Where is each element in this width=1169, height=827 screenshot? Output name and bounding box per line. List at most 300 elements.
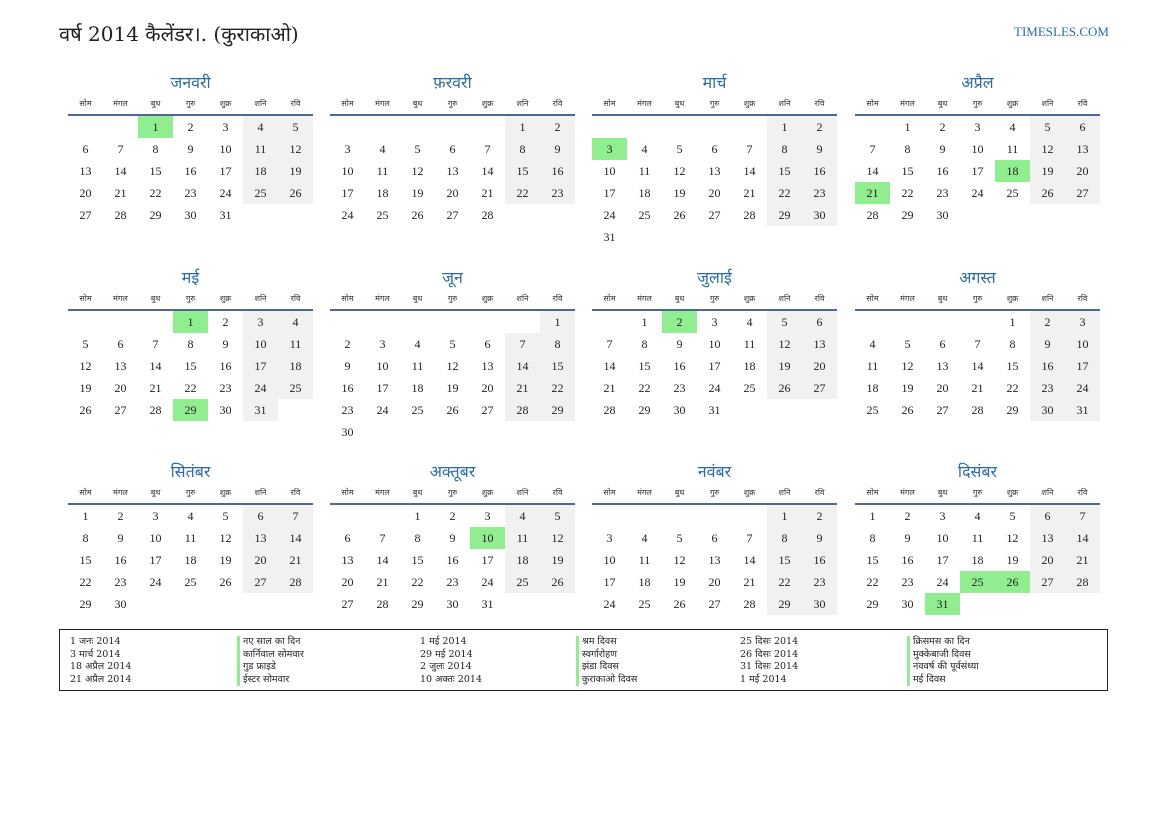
day-cell: 21 (376, 575, 389, 589)
day-cell: 29 (638, 403, 651, 417)
day-cell: 16 (114, 553, 127, 567)
empty-cell (435, 311, 470, 333)
day-cell: 11 (411, 359, 424, 373)
day-cell: 20 (936, 381, 949, 395)
day-cell: 7 (152, 337, 159, 351)
week-row (592, 333, 837, 355)
holiday-date: 1 मई 2014 (420, 636, 467, 647)
empty-cell (627, 505, 662, 527)
week-row (68, 527, 313, 549)
day-cell: 8 (904, 142, 911, 156)
day-cell: 21 (971, 381, 984, 395)
weekday-label: शुक्र (219, 294, 232, 303)
weekday-label: शनि (1041, 488, 1054, 497)
day-cell: 25 (960, 571, 995, 593)
holiday-date: 29 मई 2014 (420, 648, 473, 660)
weekday-label: मंगल (900, 294, 915, 303)
day-cell: 4 (641, 531, 648, 545)
day-cell: 20 (1065, 160, 1100, 182)
month-calendar (855, 461, 1100, 615)
day-cell: 10 (1065, 333, 1100, 355)
day-cell: 4 (414, 337, 421, 351)
day-cell: 23 (1030, 377, 1065, 399)
week-row (330, 527, 575, 549)
week-row (592, 377, 837, 399)
month-calendar (330, 267, 575, 443)
day-cell: 16 (802, 549, 837, 571)
day-cell: 18 (184, 553, 197, 567)
day-cell: 27 (1030, 571, 1065, 593)
day-cell: 5 (414, 142, 421, 156)
week-row (592, 311, 837, 333)
day-cell: 18 (278, 355, 313, 377)
weekday-label: मंगल (637, 294, 652, 303)
weekday-label: मंगल (900, 488, 915, 497)
empty-cell (138, 593, 173, 615)
day-cell: 18 (995, 160, 1030, 182)
month-calendar (68, 72, 313, 226)
weekday-label: शनि (516, 488, 529, 497)
holiday-name: कुराकाओ दिवस (576, 674, 637, 687)
day-cell: 2 (1030, 311, 1065, 333)
empty-cell (470, 311, 505, 333)
week-row (330, 333, 575, 355)
day-cell: 28 (1065, 571, 1100, 593)
empty-cell (960, 311, 995, 333)
day-cell: 5 (278, 116, 313, 138)
day-cell: 15 (866, 553, 879, 567)
empty-cell (732, 116, 767, 138)
day-cell: 27 (341, 597, 354, 611)
weekday-label: शुक्र (1006, 488, 1019, 497)
day-cell: 26 (1030, 182, 1065, 204)
weekday-label: गुरु (709, 488, 720, 497)
day-cell: 2 (449, 509, 456, 523)
day-cell: 3 (1065, 311, 1100, 333)
empty-cell (697, 505, 732, 527)
month-name: जून (442, 268, 463, 287)
week-row (855, 204, 1100, 226)
weekday-header (592, 289, 837, 311)
day-cell: 8 (414, 531, 421, 545)
day-cell: 13 (1030, 527, 1065, 549)
day-cell: 8 (187, 337, 194, 351)
day-cell: 14 (1065, 527, 1100, 549)
day-cell: 25 (278, 377, 313, 399)
week-row (592, 593, 837, 615)
weekday-label: रवि (290, 488, 301, 497)
week-row (68, 571, 313, 593)
day-cell: 6 (344, 531, 351, 545)
legend-dates (740, 636, 798, 686)
empty-cell (400, 421, 435, 443)
weekday-label: शनि (516, 99, 529, 108)
month-calendar (855, 267, 1100, 421)
day-cell: 1 (173, 311, 208, 333)
week-row (855, 527, 1100, 549)
holiday-date: 31 दिसः 2014 (740, 661, 799, 672)
day-cell: 6 (484, 337, 491, 351)
day-cell: 17 (481, 553, 494, 567)
month-name: दिसंबर (957, 462, 998, 481)
day-cell: 28 (505, 399, 540, 421)
weekday-label: शुक्र (743, 488, 756, 497)
day-cell: 27 (114, 403, 127, 417)
weekday-label: बुध (150, 488, 161, 497)
day-cell: 12 (446, 359, 459, 373)
day-cell: 6 (449, 142, 456, 156)
day-cell: 1 (414, 509, 421, 523)
day-cell: 9 (344, 359, 351, 373)
empty-cell (960, 593, 995, 615)
day-cell: 25 (638, 208, 651, 222)
day-cell: 25 (1006, 186, 1019, 200)
weekday-label: बुध (674, 99, 685, 108)
day-cell: 19 (79, 381, 92, 395)
day-cell: 9 (904, 531, 911, 545)
day-cell: 8 (82, 531, 89, 545)
day-cell: 2 (117, 509, 124, 523)
day-cell: 25 (638, 597, 651, 611)
day-cell: 26 (411, 208, 424, 222)
day-cell: 21 (603, 381, 616, 395)
day-cell: 28 (114, 208, 127, 222)
day-cell: 30 (802, 593, 837, 615)
day-cell: 5 (1009, 509, 1016, 523)
week-row (68, 138, 313, 160)
week-row (330, 399, 575, 421)
weekday-label: गुरु (972, 488, 983, 497)
holiday-name: नए साल का दिन (237, 636, 304, 649)
week-row (68, 355, 313, 377)
weekday-label: रवि (290, 99, 301, 108)
day-cell: 18 (971, 553, 984, 567)
week-row (855, 333, 1100, 355)
day-cell: 21 (743, 186, 756, 200)
week-row (855, 182, 1100, 204)
weekday-label: मंगल (637, 488, 652, 497)
empty-cell (470, 116, 505, 138)
day-cell: 31 (925, 593, 960, 615)
day-cell: 2 (344, 337, 351, 351)
day-cell: 17 (708, 359, 721, 373)
weekday-label: गुरु (447, 294, 458, 303)
holiday-name: ईस्टर सोमवार (237, 674, 304, 687)
empty-cell (278, 204, 313, 226)
day-cell: 9 (1030, 333, 1065, 355)
day-cell: 30 (901, 597, 914, 611)
empty-cell (103, 311, 138, 333)
month-name: अक्तूबर (429, 462, 476, 481)
day-cell: 11 (638, 164, 651, 178)
weekday-label: सोम (341, 488, 354, 497)
weekday-label: मंगल (637, 99, 652, 108)
day-cell: 24 (481, 575, 494, 589)
day-cell: 29 (411, 597, 424, 611)
day-cell: 13 (708, 553, 721, 567)
day-cell: 12 (673, 553, 686, 567)
day-cell: 7 (746, 531, 753, 545)
day-cell: 17 (971, 164, 984, 178)
day-cell: 27 (936, 403, 949, 417)
weekday-label: सोम (603, 99, 616, 108)
day-cell: 6 (1065, 116, 1100, 138)
day-cell: 9 (540, 138, 575, 160)
day-cell: 8 (641, 337, 648, 351)
empty-cell (365, 311, 400, 333)
day-cell: 25 (411, 403, 424, 417)
day-cell: 10 (603, 164, 616, 178)
day-cell: 13 (708, 164, 721, 178)
weekday-label: सोम (866, 488, 879, 497)
day-cell: 3 (939, 509, 946, 523)
day-cell: 19 (1006, 553, 1019, 567)
day-cell: 24 (341, 208, 354, 222)
weekday-label: रवि (814, 488, 825, 497)
day-cell: 5 (1030, 116, 1065, 138)
day-cell: 1 (505, 116, 540, 138)
day-cell: 16 (540, 160, 575, 182)
week-row (592, 116, 837, 138)
day-cell: 16 (1030, 355, 1065, 377)
month-calendar (68, 461, 313, 615)
empty-cell (732, 505, 767, 527)
day-cell: 13 (1065, 138, 1100, 160)
weekday-label: शनि (778, 488, 791, 497)
day-cell: 10 (149, 531, 162, 545)
day-cell: 28 (278, 571, 313, 593)
day-cell: 29 (1006, 403, 1019, 417)
day-cell: 5 (222, 509, 229, 523)
day-cell: 18 (411, 381, 424, 395)
week-row (330, 204, 575, 226)
day-cell: 30 (114, 597, 127, 611)
month-name: मई (181, 268, 200, 287)
day-cell: 20 (114, 381, 127, 395)
weekday-header (68, 289, 313, 311)
weekday-header (68, 483, 313, 505)
weekday-label: शुक्र (219, 488, 232, 497)
day-cell: 15 (149, 164, 162, 178)
day-cell: 23 (673, 381, 686, 395)
day-cell: 2 (904, 509, 911, 523)
holiday-name: गुड फ्राइडे (237, 661, 304, 674)
day-cell: 19 (446, 381, 459, 395)
day-cell: 23 (936, 186, 949, 200)
day-cell: 17 (149, 553, 162, 567)
site-link[interactable]: TIMESLES.COM (1014, 24, 1109, 39)
weekday-label: सोम (79, 99, 92, 108)
day-cell: 20 (802, 355, 837, 377)
day-cell: 10 (603, 553, 616, 567)
day-cell: 23 (341, 403, 354, 417)
empty-cell (1030, 204, 1065, 226)
day-cell: 31 (243, 399, 278, 421)
day-cell: 10 (936, 531, 949, 545)
day-cell: 5 (540, 505, 575, 527)
day-cell: 9 (939, 142, 946, 156)
weekday-label: मंगल (113, 488, 128, 497)
empty-cell (732, 226, 767, 248)
day-cell: 20 (1030, 549, 1065, 571)
week-row (68, 505, 313, 527)
week-row (68, 160, 313, 182)
day-cell: 7 (379, 531, 386, 545)
week-row (68, 116, 313, 138)
empty-cell (802, 399, 837, 421)
empty-cell (400, 311, 435, 333)
week-row (592, 138, 837, 160)
day-cell: 4 (187, 509, 194, 523)
empty-cell (767, 399, 802, 421)
weekday-header (592, 94, 837, 116)
day-cell: 7 (606, 337, 613, 351)
day-cell: 6 (711, 531, 718, 545)
day-cell: 27 (708, 208, 721, 222)
day-cell: 7 (484, 142, 491, 156)
day-cell: 7 (974, 337, 981, 351)
holiday-name: मई दिवस (907, 674, 979, 687)
weekday-label: गुरु (185, 99, 196, 108)
weekday-label: शनि (1041, 294, 1054, 303)
day-cell: 19 (767, 355, 802, 377)
day-cell: 10 (219, 142, 232, 156)
weekday-label: रवि (552, 294, 563, 303)
day-cell: 2 (187, 120, 194, 134)
day-cell: 24 (603, 208, 616, 222)
day-cell: 8 (152, 142, 159, 156)
day-cell: 19 (411, 186, 424, 200)
day-cell: 14 (971, 359, 984, 373)
day-cell: 24 (376, 403, 389, 417)
empty-cell (855, 116, 890, 138)
legend-dates (70, 636, 131, 686)
day-cell: 18 (866, 381, 879, 395)
day-cell: 30 (1030, 399, 1065, 421)
day-cell: 10 (971, 142, 984, 156)
empty-cell (400, 116, 435, 138)
empty-cell (627, 116, 662, 138)
weekday-label: सोम (341, 294, 354, 303)
weekday-label: बुध (937, 99, 948, 108)
day-cell: 21 (481, 186, 494, 200)
day-cell: 17 (243, 355, 278, 377)
day-cell: 3 (606, 531, 613, 545)
day-cell: 14 (149, 359, 162, 373)
holiday-date: 3 मार्च 2014 (70, 648, 121, 660)
day-cell: 18 (638, 575, 651, 589)
weekday-label: सोम (603, 294, 616, 303)
day-cell: 3 (711, 315, 718, 329)
day-cell: 6 (1030, 505, 1065, 527)
day-cell: 6 (243, 505, 278, 527)
holiday-name: श्रम दिवस (576, 636, 637, 649)
day-cell: 30 (219, 403, 232, 417)
day-cell: 31 (219, 208, 232, 222)
day-cell: 18 (743, 359, 756, 373)
day-cell: 4 (379, 142, 386, 156)
day-cell: 27 (481, 403, 494, 417)
day-cell: 24 (708, 381, 721, 395)
weekday-label: गुरु (709, 294, 720, 303)
day-cell: 22 (767, 571, 802, 593)
day-cell: 8 (869, 531, 876, 545)
day-cell: 3 (974, 120, 981, 134)
day-cell: 31 (1065, 399, 1100, 421)
month-calendar (330, 72, 575, 226)
day-cell: 17 (219, 164, 232, 178)
day-cell: 1 (869, 509, 876, 523)
day-cell: 12 (1006, 531, 1019, 545)
day-cell: 20 (243, 549, 278, 571)
day-cell: 30 (936, 208, 949, 222)
day-cell: 17 (936, 553, 949, 567)
day-cell: 3 (379, 337, 386, 351)
day-cell: 29 (79, 597, 92, 611)
day-cell: 9 (449, 531, 456, 545)
day-cell: 23 (184, 186, 197, 200)
day-cell: 27 (79, 208, 92, 222)
day-cell: 4 (869, 337, 876, 351)
empty-cell (697, 226, 732, 248)
empty-cell (995, 593, 1030, 615)
day-cell: 24 (149, 575, 162, 589)
day-cell: 1 (540, 311, 575, 333)
day-cell: 15 (767, 549, 802, 571)
week-row (330, 138, 575, 160)
week-row (855, 593, 1100, 615)
day-cell: 28 (743, 597, 756, 611)
weekday-label: शुक्र (1006, 99, 1019, 108)
day-cell: 22 (767, 182, 802, 204)
day-cell: 15 (540, 355, 575, 377)
day-cell: 5 (676, 531, 683, 545)
day-cell: 6 (711, 142, 718, 156)
week-row (592, 571, 837, 593)
week-row (68, 377, 313, 399)
empty-cell (278, 593, 313, 615)
month-name: सितंबर (170, 462, 211, 481)
day-cell: 8 (767, 138, 802, 160)
weekday-label: शनि (516, 294, 529, 303)
empty-cell (505, 204, 540, 226)
day-cell: 29 (767, 204, 802, 226)
holiday-date: 1 मई 2014 (740, 673, 787, 685)
day-cell: 29 (866, 597, 879, 611)
day-cell: 10 (243, 333, 278, 355)
day-cell: 14 (743, 553, 756, 567)
day-cell: 5 (676, 142, 683, 156)
day-cell: 2 (662, 311, 697, 333)
weekday-label: शनि (1041, 99, 1054, 108)
weekday-label: शनि (778, 99, 791, 108)
weekday-header (855, 483, 1100, 505)
week-row (68, 549, 313, 571)
day-cell: 1 (138, 116, 173, 138)
day-cell: 15 (184, 359, 197, 373)
day-cell: 23 (802, 182, 837, 204)
empty-cell (365, 116, 400, 138)
day-cell: 14 (603, 359, 616, 373)
holiday-name: झंडा दिवस (576, 661, 637, 674)
day-cell: 11 (376, 164, 389, 178)
weekday-label: मंगल (113, 294, 128, 303)
day-cell: 16 (673, 359, 686, 373)
day-cell: 6 (802, 311, 837, 333)
weekday-label: बुध (937, 294, 948, 303)
day-cell: 21 (505, 377, 540, 399)
weekday-label: गुरु (185, 294, 196, 303)
